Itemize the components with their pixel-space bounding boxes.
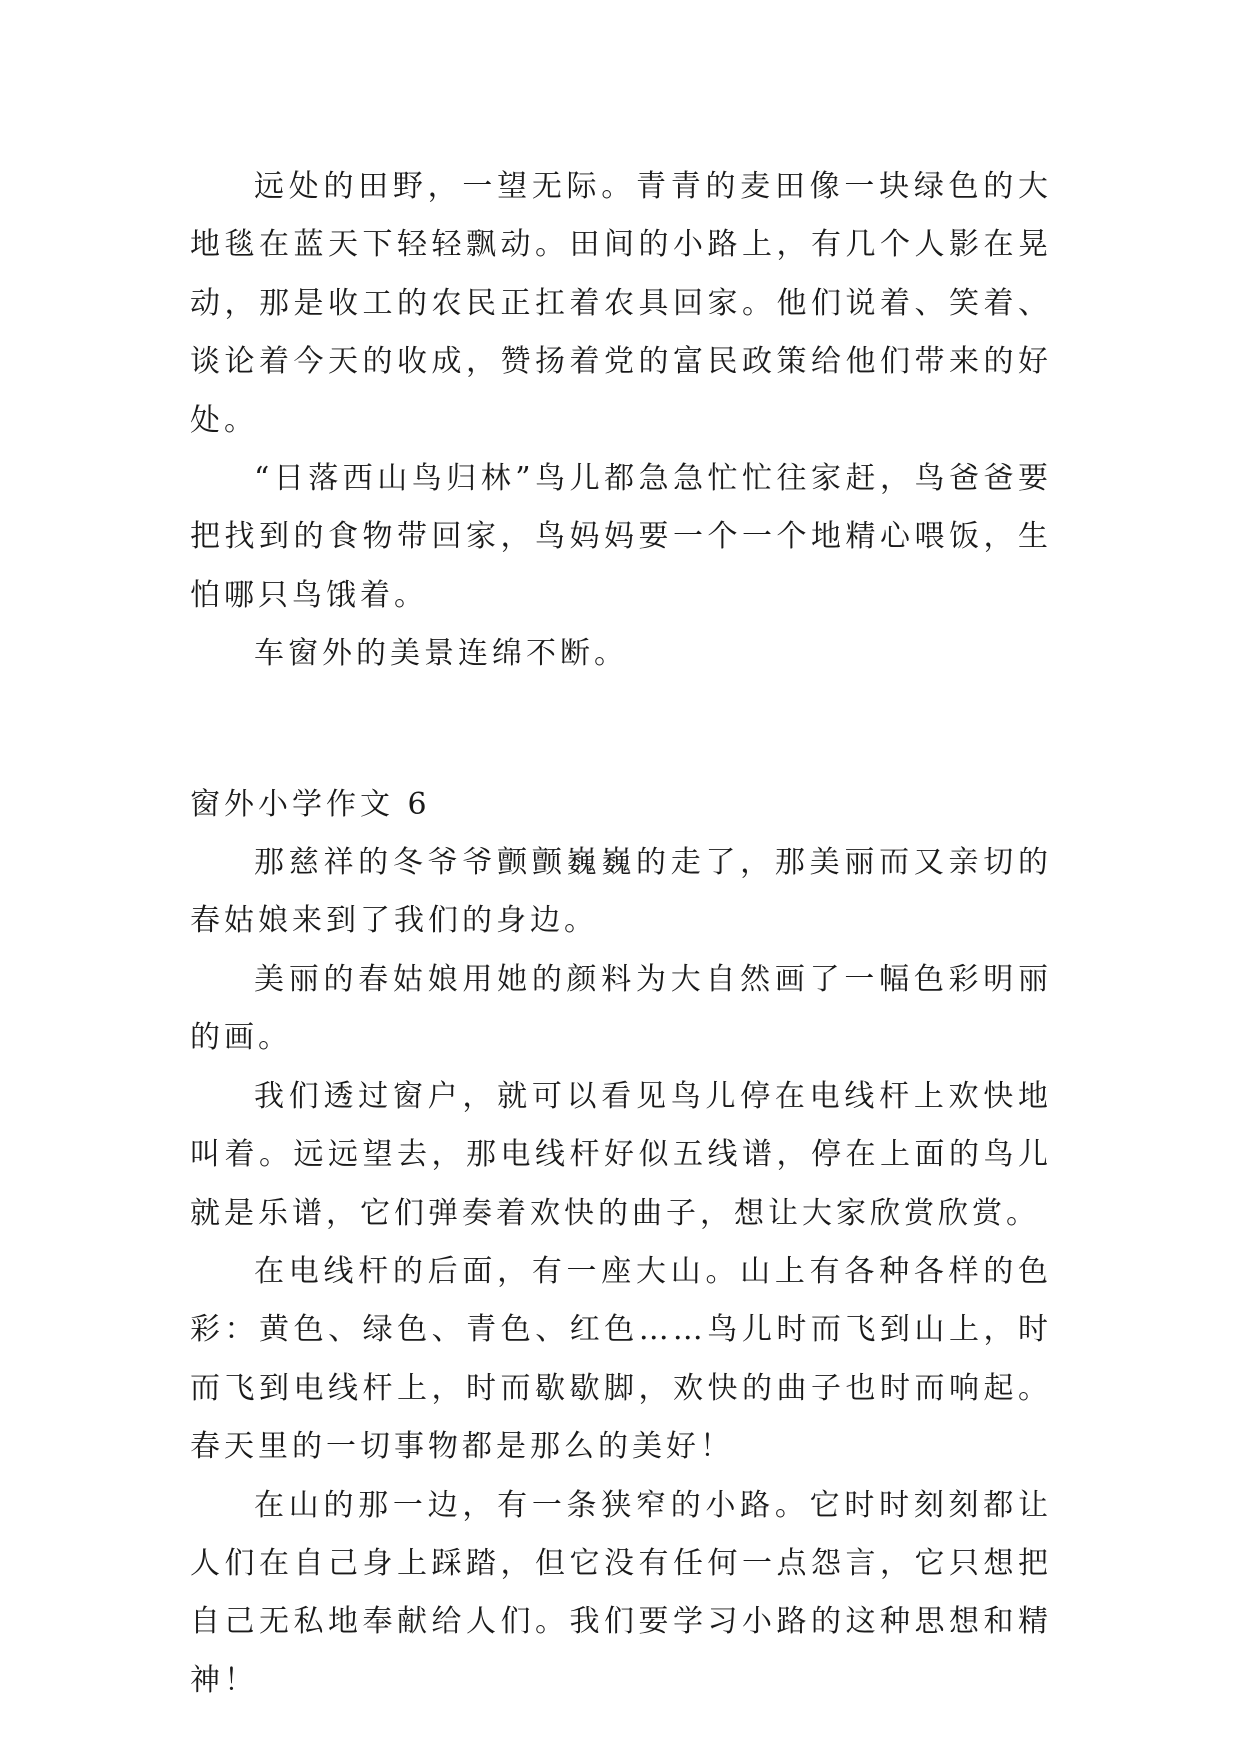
paragraph-path: 在山的那一边，有一条狭窄的小路。它时时刻刻都让人们在自己身上踩踏，但它没有任何一点怨言，它只想把自己无私地奉献给人们。我们要学习小路的这种思想和精神！ <box>190 1487 1052 1698</box>
paragraph-birds-wires: 我们透过窗户，就可以看见鸟儿停在电线杆上欢快地叫着。远远望去，那电线杆好似五线谱，停在上面的鸟儿就是乐谱，它们弹奏着欢快的曲子，想让大家欣赏欣赏。 <box>190 1078 1052 1231</box>
section-gap <box>190 684 1052 776</box>
paragraph-spring-arrives: 那慈祥的冬爷爷颤颤巍巍的走了，那美丽而又亲切的春姑娘来到了我们的身边。 <box>190 845 1052 939</box>
paragraph-mountain: 在电线杆的后面，有一座大山。山上有各种各样的色彩：黄色、绿色、青色、红色……鸟儿时而飞到山上，时而飞到电线杆上，时而歇歇脚，欢快的曲子也时而响起。春天里的一切事物都是那么的美好！ <box>190 1253 1052 1465</box>
document-page <box>190 158 1052 1710</box>
paragraph-birds-home: “日落西山鸟归林”鸟儿都急急忙忙往家赶，鸟爸爸要把找到的食物带回家，鸟妈妈要一个一个地精心喂饭，生怕哪只鸟饿着。 <box>190 461 1052 613</box>
paragraph-scenery: 车窗外的美景连绵不断。 <box>254 636 628 672</box>
paragraph-fields: 远处的田野，一望无际。青青的麦田像一块绿色的大地毯在蓝天下轻轻飘动。田间的小路上，有几个人影在晃动，那是收工的农民正扛着农具回家。他们说着、笑着、谈论着今天的收成，赞扬着党的富民政策给他们带来的好处。 <box>190 169 1052 438</box>
section-title: 窗外小学作文 6 <box>190 786 431 822</box>
paragraph-spring-painting: 美丽的春姑娘用她的颜料为大自然画了一幅色彩明丽的画。 <box>190 961 1052 1056</box>
